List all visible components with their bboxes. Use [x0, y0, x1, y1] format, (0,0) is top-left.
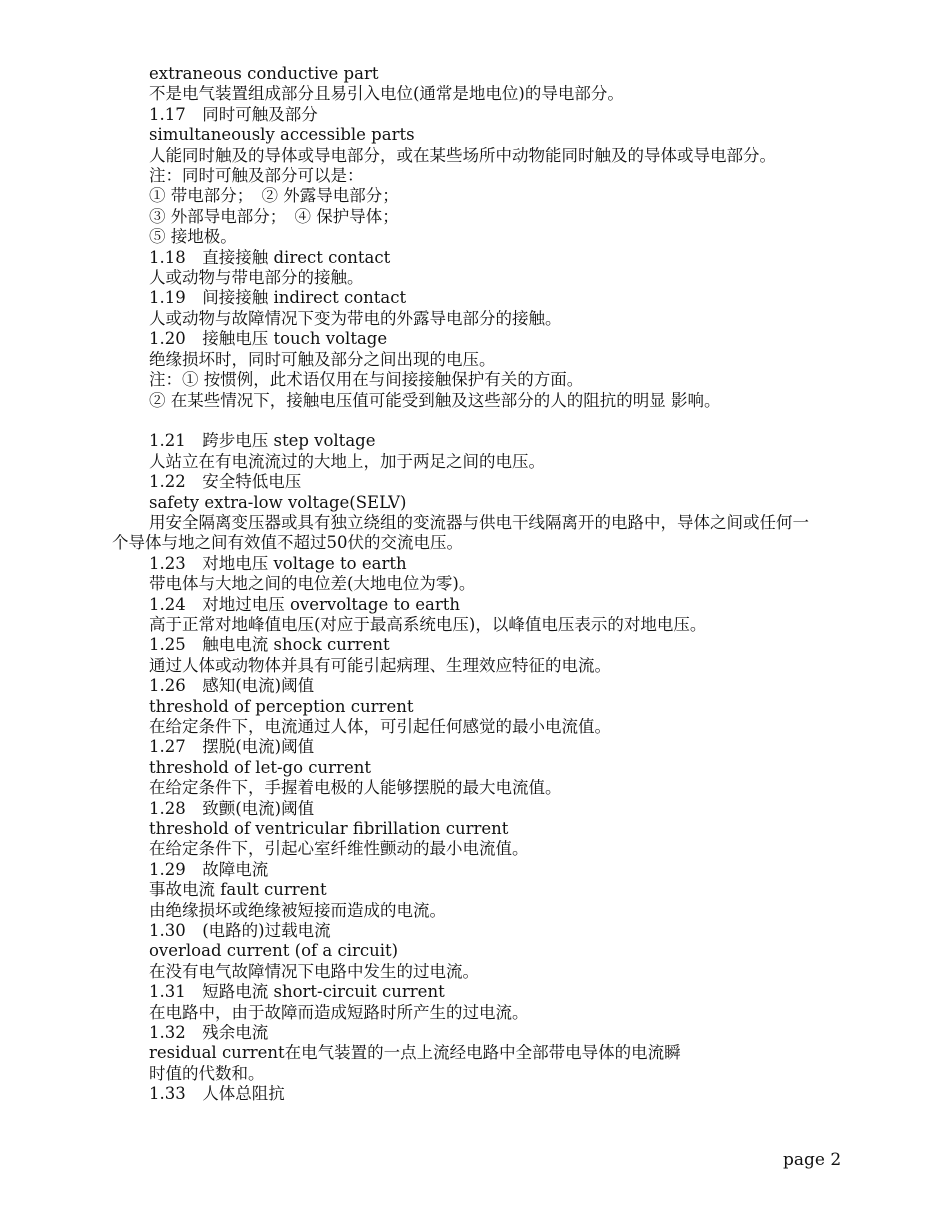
text-line: 1.21 跨步电压 step voltage [149, 431, 376, 451]
text-line: 时值的代数和。 [149, 1063, 265, 1083]
text-line: 高于正常对地峰值电压(对应于最高系统电压)，以峰值电压表示的对地电压。 [149, 614, 707, 634]
text-line: 事故电流 fault current [149, 880, 327, 900]
text-line: 1.19 间接接触 indirect contact [149, 288, 407, 308]
text-line: ③ 外部导电部分； ④ 保护导体； [149, 206, 399, 226]
text-line: safety extra-low voltage(SELV) [149, 492, 407, 512]
text-line: 人或动物与带电部分的接触。 [149, 268, 364, 288]
text-line: 注：同时可触及部分可以是： [149, 166, 364, 186]
text-line: 1.28 致颤(电流)阈值 [149, 798, 315, 818]
text-line: 1.18 直接接触 direct contact [149, 247, 391, 267]
text-line: 在给定条件下，电流通过人体，可引起任何感觉的最小电流值。 [149, 716, 611, 736]
text-line: threshold of perception current [149, 696, 414, 716]
text-line: 用安全隔离变压器或具有独立绕组的变流器与供电干线隔离开的电路中，导体之间或任何一个导体与地之间有效值不超过50伏的交流电压。 [112, 512, 809, 553]
text-line: 1.30 (电路的)过载电流 [149, 921, 331, 941]
text-line: 人能同时触及的导体或导电部分，或在某些场所中动物能同时触及的导体或导电部分。 [149, 145, 776, 165]
text-line: 人或动物与故障情况下变为带电的外露导电部分的接触。 [149, 308, 562, 328]
text-line: threshold of ventricular fibrillation current [149, 819, 509, 839]
text-line: 1.23 对地电压 voltage to earth [149, 553, 407, 573]
text-line: 带电体与大地之间的电位差(大地电位为零)。 [149, 574, 476, 594]
text-line: 1.25 触电电流 shock current [149, 635, 390, 655]
text-line: 在给定条件下，引起心室纤维性颤动的最小电流值。 [149, 839, 529, 859]
text-line: 1.33 人体总阻抗 [149, 1084, 285, 1104]
text-line: 在电路中，由于故障而造成短路时所产生的过电流。 [149, 1002, 529, 1022]
text-line: threshold of let-go current [149, 757, 371, 777]
text-line: 注：① 按惯例，此术语仅用在与间接接触保护有关的方面。 [149, 370, 584, 390]
text-line: 1.20 接触电压 touch voltage [149, 329, 388, 349]
text-line: 绝缘损坏时，同时可触及部分之间出现的电压。 [149, 349, 496, 369]
text-line: 在没有电气故障情况下电路中发生的过电流。 [149, 961, 479, 981]
blank-line [112, 411, 812, 431]
text-line: 1.29 故障电流 [149, 859, 269, 879]
text-line: 1.27 摆脱(电流)阈值 [149, 737, 315, 757]
text-line: 1.32 残余电流 [149, 1023, 269, 1043]
text-line: 人站立在有电流流过的大地上，加于两足之间的电压。 [149, 451, 545, 471]
text-line: 由绝缘损坏或绝缘被短接而造成的电流。 [149, 900, 446, 920]
text-line: residual current在电气装置的一点上流经电路中全部带电导体的电流瞬 [149, 1043, 681, 1063]
text-line: 1.17 同时可触及部分 [149, 104, 318, 124]
text-line: 1.22 安全特低电压 [149, 472, 302, 492]
text-line: 通过人体或动物体并具有可能引起病理、生理效应特征的电流。 [149, 655, 611, 675]
text-line: overload current (of a circuit) [149, 941, 399, 961]
text-line: 1.31 短路电流 short-circuit current [149, 982, 445, 1002]
text-line: simultaneously accessible parts [149, 125, 415, 145]
document-body [112, 64, 812, 1105]
text-line: 1.26 感知(电流)阈值 [149, 676, 315, 696]
text-line: ② 在某些情况下，接触电压值可能受到触及这些部分的人的阻抗的明显 影响。 [149, 390, 721, 410]
text-line: ⑤ 接地极。 [149, 227, 237, 247]
text-line: 1.24 对地过电压 overvoltage to earth [149, 594, 461, 614]
text-line: 不是电气装置组成部分且易引入电位(通常是地电位)的导电部分。 [149, 84, 624, 104]
page-number: page 2 [783, 1150, 842, 1170]
text-line: 在给定条件下，手握着电极的人能够摆脱的最大电流值。 [149, 778, 562, 798]
text-line: extraneous conductive part [149, 64, 379, 83]
text-line: ① 带电部分； ② 外露导电部分； [149, 186, 399, 206]
